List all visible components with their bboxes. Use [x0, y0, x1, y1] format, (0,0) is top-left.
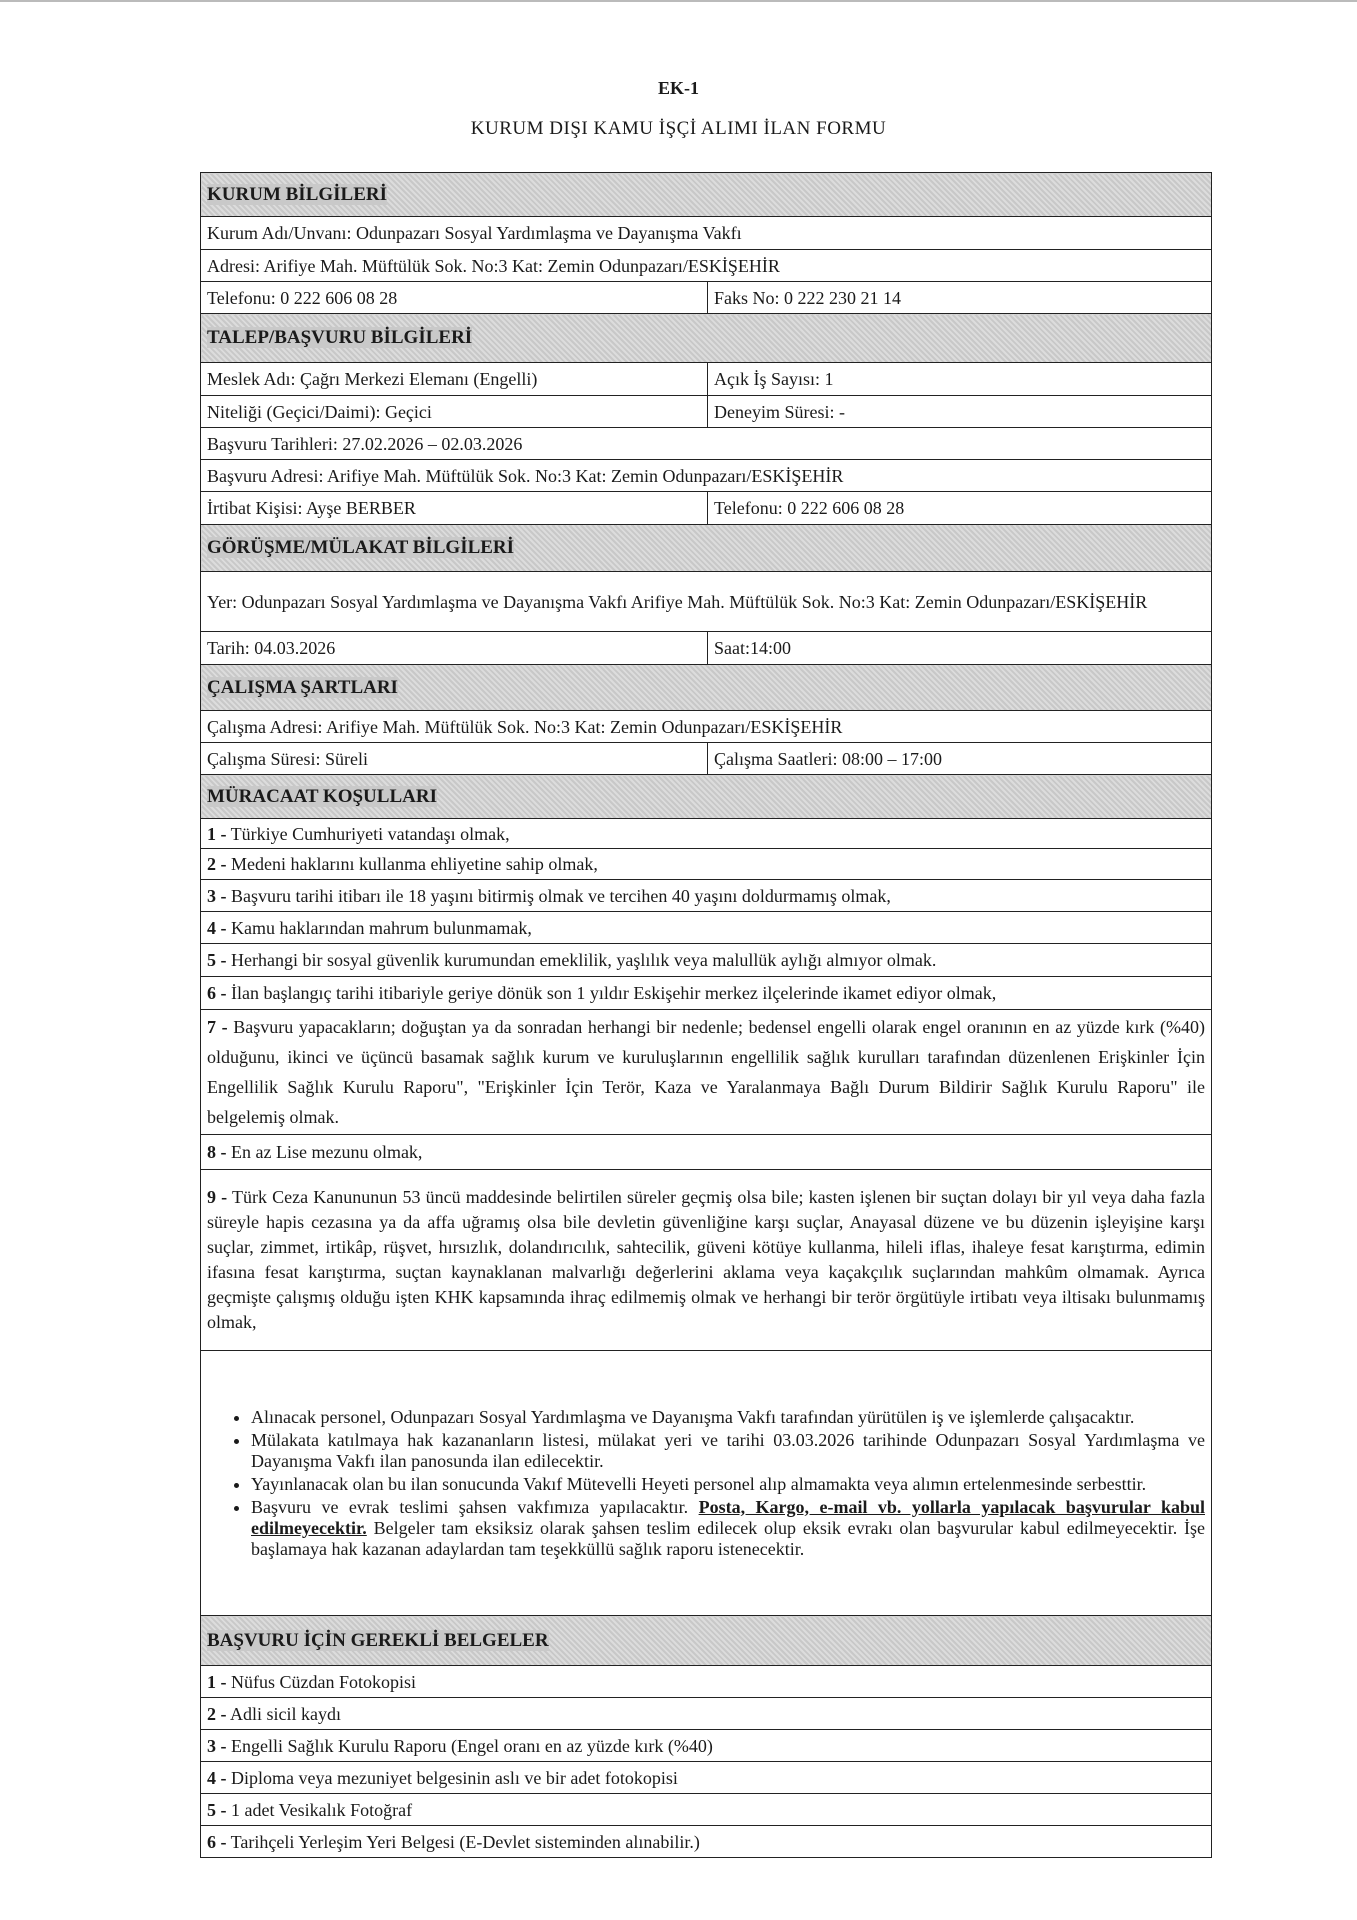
- condition-item: 7 - Başvuru yapacakların; doğuştan ya da sonradan herhangi bir nedenle; bedensel engelli olarak engel oranının en az yüzde kırk (%40) olduğunu, ikinci ve üçüncü basamak sağlık kurum ve kuruluşlarının engellilik sağlık kurulları tarafından düzenlenen Erişkinler İçin Engellilik Sağlık Kurulu Raporu", "Erişkinler İçin Terör, Kaza ve Yaralanmaya Bağlı Durum Bildirir Sağlık Kurulu Raporu" ile belgelemiş olmak.: [201, 1010, 1212, 1135]
- interview-date: Tarih: 04.03.2026: [201, 632, 708, 665]
- condition-item: 5 - Herhangi bir sosyal güvenlik kurumundan emeklilik, yaşlılık veya malullük aylığı almıyor olmak.: [201, 944, 1212, 977]
- annex-code: EK-1: [657, 78, 699, 98]
- interview-place: Yer: Odunpazarı Sosyal Yardımlaşma ve Dayanışma Vakfı Arifiye Mah. Müftülük Sok. No:3 Kat: Zemin Odunpazarı/ESKİŞEHİR: [201, 572, 1212, 632]
- condition-item: 4 - Kamu haklarından mahrum bulunmamak,: [201, 912, 1212, 944]
- section-heading-kurum: KURUM BİLGİLERİ: [201, 173, 1212, 217]
- form-title: KURUM DIŞI KAMU İŞÇİ ALIMI İLAN FORMU: [470, 118, 887, 139]
- contact-phone: Telefonu: 0 222 606 08 28: [708, 492, 1212, 525]
- institution-name: Kurum Adı/Unvanı: Odunpazarı Sosyal Yardımlaşma ve Dayanışma Vakfı: [201, 217, 1212, 250]
- work-hours: Çalışma Saatleri: 08:00 – 17:00: [708, 743, 1212, 775]
- condition-item: 8 - En az Lise mezunu olmak,: [201, 1135, 1212, 1170]
- application-dates: Başvuru Tarihleri: 27.02.2026 – 02.03.2026: [201, 428, 1212, 460]
- document-item: 1 - Nüfus Cüzdan Fotokopisi: [201, 1666, 1212, 1698]
- document-item: 3 - Engelli Sağlık Kurulu Raporu (Engel oranı en az yüzde kırk (%40): [201, 1730, 1212, 1762]
- document-item: 6 - Tarihçeli Yerleşim Yeri Belgesi (E-Devlet sisteminden alınabilir.): [201, 1826, 1212, 1858]
- institution-fax: Faks No: 0 222 230 21 14: [708, 282, 1212, 314]
- condition-item: 2 - Medeni haklarını kullanma ehliyetine sahip olmak,: [201, 849, 1212, 880]
- condition-item: 1 - Türkiye Cumhuriyeti vatandaşı olmak,: [201, 819, 1212, 849]
- condition-item: 9 - Türk Ceza Kanununun 53 üncü maddesinde belirtilen süreler geçmiş olsa bile; kasten işlenen bir suçtan dolayı bir yıl veya daha fazla süreyle hapis cezasına ya da affa uğramış olsa bile devletin güvenliğine karşı suçlar, Anayasal düzene ve bu düzenin işleyişine karşı suçlar, zimmet, irtikâp, rüşvet, hırsızlık, dolandırıcılık, sahtecilik, güveni kötüye kullanma, hileli iflas, ihaleye fesat karıştırma, edimin ifasına fesat karıştırma, suçtan kaynaklanan malvarlığı değerlerini aklama veya kaçakçılık suçlarından mahkûm olmamak. Ayrıca geçmişte çalışmış olduğu işten KHK kapsamında ihraç edilmemiş olmak ve herhangi bir terör örgütüyle irtibatı veya iltisakı bulunmamış olmak,: [201, 1170, 1212, 1351]
- section-heading-gorusme: GÖRÜŞME/MÜLAKAT BİLGİLERİ: [201, 525, 1212, 572]
- note-item: • Başvuru ve evrak teslimi şahsen vakfımıza yapılacaktır. Posta, Kargo, e-mail vb. yollarla yapılacak başvurular kabul edilmeyecektir. Belgeler tam eksiksiz olarak şahsen teslim edilecek olup eksik evrakı olan başvurular kabul edilmeyecektir. İşe başlamaya hak kazanan adaylardan tam teşekküllü sağlık raporu istenecektir.: [251, 1497, 1205, 1560]
- section-heading-muracaat: MÜRACAAT KOŞULLARI: [201, 775, 1212, 819]
- section-heading-talep: TALEP/BAŞVURU BİLGİLERİ: [201, 314, 1212, 363]
- interview-time: Saat:14:00: [708, 632, 1212, 665]
- experience: Deneyim Süresi: -: [708, 396, 1212, 428]
- work-address: Çalışma Adresi: Arifiye Mah. Müftülük Sok. No:3 Kat: Zemin Odunpazarı/ESKİŞEHİR: [201, 711, 1212, 743]
- contact-person: İrtibat Kişisi: Ayşe BERBER: [201, 492, 708, 525]
- job-nature: Niteliği (Geçici/Daimi): Geçici: [201, 396, 708, 428]
- condition-item: 6 - İlan başlangıç tarihi itibariyle geriye dönük son 1 yıldır Eskişehir merkez ilçelerinde ikamet ediyor olmak,: [201, 977, 1212, 1010]
- section-heading-belgeler: BAŞVURU İÇİN GEREKLİ BELGELER: [201, 1616, 1212, 1666]
- note-item: • Alınacak personel, Odunpazarı Sosyal Yardımlaşma ve Dayanışma Vakfı tarafından yürütülen iş ve işlemlerde çalışacaktır.: [251, 1407, 1205, 1428]
- note-item: • Yayınlanacak olan bu ilan sonucunda Vakıf Mütevelli Heyeti personel alıp almamakta veya alımın ertelenmesinde serbesttir.: [251, 1474, 1205, 1495]
- institution-phone: Telefonu: 0 222 606 08 28: [201, 282, 708, 314]
- notes-list: [207, 1407, 1205, 1560]
- condition-item: 3 - Başvuru tarihi itibarı ile 18 yaşını bitirmiş olmak ve tercihen 40 yaşını doldurmamış olmak,: [201, 880, 1212, 912]
- scan-edge: [0, 0, 1357, 2]
- document-item: 5 - 1 adet Vesikalık Fotoğraf: [201, 1794, 1212, 1826]
- notes-cell: [201, 1351, 1212, 1616]
- application-address: Başvuru Adresi: Arifiye Mah. Müftülük Sok. No:3 Kat: Zemin Odunpazarı/ESKİŞEHİR: [201, 460, 1212, 492]
- document-item: 4 - Diploma veya mezuniyet belgesinin aslı ve bir adet fotokopisi: [201, 1762, 1212, 1794]
- job-title: Meslek Adı: Çağrı Merkezi Elemanı (Engelli): [201, 363, 708, 396]
- announcement-form: [200, 172, 1212, 1858]
- document-item: 2 - Adli sicil kaydı: [201, 1698, 1212, 1730]
- institution-address: Adresi: Arifiye Mah. Müftülük Sok. No:3 Kat: Zemin Odunpazarı/ESKİŞEHİR: [201, 250, 1212, 282]
- work-duration: Çalışma Süresi: Süreli: [201, 743, 708, 775]
- note-item: • Mülakata katılmaya hak kazananların listesi, mülakat yeri ve tarihi 03.03.2026 tarihinde Odunpazarı Sosyal Yardımlaşma ve Dayanışma Vakfı ilan panosunda ilan edilecektir.: [251, 1430, 1205, 1472]
- section-heading-calisma: ÇALIŞMA ŞARTLARI: [201, 665, 1212, 711]
- open-positions: Açık İş Sayısı: 1: [708, 363, 1212, 396]
